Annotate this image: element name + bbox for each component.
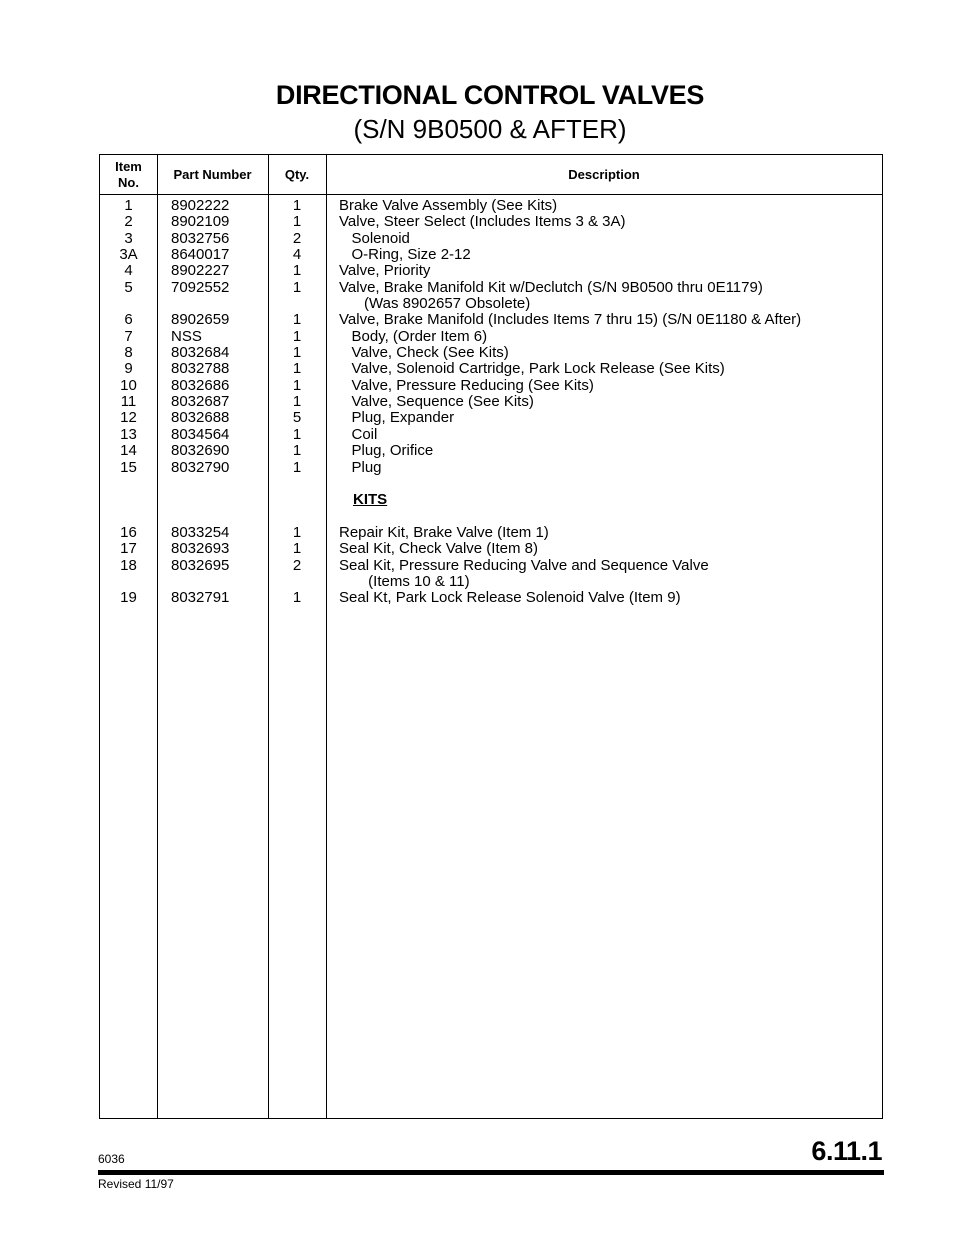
part-number-cell: 8032695 — [171, 556, 230, 574]
part-number-cell: 8032686 — [171, 376, 230, 394]
item-no-cell: 16 — [120, 523, 137, 541]
column-divider — [157, 155, 158, 1118]
qty-cell — [268, 492, 326, 508]
description-cell: O-Ring, Size 2-12 — [339, 246, 471, 264]
item-no-cell: 15 — [120, 458, 137, 476]
part-number-cell: 8902659 — [171, 311, 230, 329]
item-column — [100, 198, 157, 607]
header-item-line2: No. — [118, 174, 139, 190]
description-cell: Valve, Check (See Kits) — [339, 344, 509, 362]
description-cell: Seal Kit, Pressure Reducing Valve and Sequence Valve — [339, 556, 709, 574]
header-divider — [100, 194, 882, 195]
item-no-cell: 1 — [124, 197, 133, 214]
description-cell: Solenoid — [339, 229, 410, 247]
item-no-cell — [100, 492, 157, 508]
item-no-cell: 3A — [119, 246, 138, 264]
part-number-cell: 8640017 — [171, 246, 230, 264]
item-no-cell: 9 — [124, 360, 133, 378]
description-cell: Brake Valve Assembly (See Kits) — [339, 197, 558, 214]
part-number-cell: 8032684 — [171, 344, 230, 362]
header-item-line1: Item — [115, 158, 142, 174]
parts-table — [99, 154, 883, 1119]
qty-cell: 1 — [292, 540, 302, 558]
qty-cell: 4 — [292, 246, 302, 264]
item-no-cell: 14 — [120, 442, 137, 460]
section-number: 6.11.1 — [811, 1136, 882, 1166]
description-column — [339, 198, 879, 607]
qty-cell: 1 — [292, 376, 302, 394]
item-no-cell: 2 — [124, 213, 133, 231]
item-no-cell: 8 — [124, 344, 133, 362]
item-no-cell: 10 — [120, 376, 137, 394]
part-number-cell: 8033254 — [171, 523, 230, 541]
qty-cell: 1 — [292, 458, 302, 476]
description-cell: Seal Kt, Park Lock Release Solenoid Valve (Item 9) — [339, 589, 681, 607]
description-cell: Body, (Order Item 6) — [339, 327, 488, 345]
qty-cell: 2 — [292, 556, 302, 574]
item-no-cell: 6 — [124, 311, 133, 329]
qty-cell: 1 — [292, 589, 302, 607]
description-cell: Valve, Brake Manifold (Includes Items 7 thru 15) (S/N 0E1180 & After) — [339, 311, 802, 329]
description-cell: Repair Kit, Brake Valve (Item 1) — [339, 523, 549, 541]
qty-column — [268, 198, 326, 607]
revision-date: Revised 11/97 — [98, 1177, 174, 1191]
description-cell — [339, 476, 879, 492]
item-no-cell: 17 — [120, 540, 137, 558]
part-number-cell — [171, 476, 266, 492]
part-number-cell: NSS — [171, 327, 202, 345]
qty-cell: 1 — [292, 213, 302, 231]
item-no-cell — [100, 296, 157, 312]
item-no-cell: 5 — [124, 278, 133, 296]
description-cell: Coil — [339, 425, 378, 443]
description-cell: KITS — [353, 491, 388, 509]
description-cell: Valve, Steer Select (Includes Items 3 & 3A) — [339, 213, 626, 231]
qty-cell: 1 — [292, 344, 302, 362]
part-number-cell: 8032790 — [171, 458, 230, 476]
part-number-cell: 7092552 — [171, 278, 230, 296]
part-number-column — [171, 198, 266, 607]
description-cell: Valve, Pressure Reducing (See Kits) — [339, 376, 594, 394]
page-title: DIRECTIONAL CONTROL VALVES — [275, 80, 705, 110]
qty-cell — [268, 476, 326, 492]
item-no-cell: 18 — [120, 556, 137, 574]
description-cell: (Items 10 & 11) — [339, 572, 470, 590]
part-number-cell: 8032687 — [171, 393, 230, 411]
part-number-cell: 8032688 — [171, 409, 230, 427]
header-qty: Qty. — [284, 166, 310, 182]
part-number-cell: 8032791 — [171, 589, 230, 607]
item-no-cell: 13 — [120, 425, 137, 443]
part-number-cell: 8902227 — [171, 262, 230, 280]
part-number-cell: 8902222 — [171, 197, 230, 214]
part-number-cell: 8902109 — [171, 213, 230, 231]
qty-cell — [268, 574, 326, 590]
qty-cell — [268, 509, 326, 525]
qty-cell: 1 — [292, 393, 302, 411]
part-number-cell: 8032690 — [171, 442, 230, 460]
qty-cell: 5 — [292, 409, 302, 427]
item-no-cell: 3 — [124, 229, 133, 247]
qty-cell: 2 — [292, 229, 302, 247]
qty-cell — [268, 296, 326, 312]
description-cell: Valve, Priority — [339, 262, 431, 280]
part-number-cell — [171, 492, 266, 508]
qty-cell: 1 — [292, 262, 302, 280]
qty-cell: 1 — [292, 311, 302, 329]
header-item-no — [100, 155, 157, 194]
qty-cell: 1 — [292, 278, 302, 296]
item-no-cell: 19 — [120, 589, 137, 607]
description-cell: Plug, Orifice — [339, 442, 434, 460]
description-cell: Valve, Brake Manifold Kit w/Declutch (S/N 9B0500 thru 0E1179) — [339, 278, 763, 296]
part-number-cell — [171, 574, 266, 590]
item-no-cell: 12 — [120, 409, 137, 427]
qty-cell: 1 — [292, 360, 302, 378]
description-cell: (Was 8902657 Obsolete) — [339, 295, 531, 313]
qty-cell: 1 — [292, 197, 302, 214]
item-no-cell: 7 — [124, 327, 133, 345]
description-cell: Valve, Solenoid Cartridge, Park Lock Release (See Kits) — [339, 360, 725, 378]
item-no-cell: 4 — [124, 262, 133, 280]
header-description: Description — [568, 166, 640, 182]
description-cell: Plug, Expander — [339, 409, 455, 427]
description-cell: Valve, Sequence (See Kits) — [339, 393, 534, 411]
description-cell: Seal Kit, Check Valve (Item 8) — [339, 540, 538, 558]
document-number: 6036 — [98, 1152, 125, 1166]
part-number-cell: 8032756 — [171, 229, 230, 247]
item-no-cell — [100, 509, 157, 525]
part-number-cell: 8032788 — [171, 360, 230, 378]
column-divider — [326, 155, 327, 1118]
item-no-cell — [100, 574, 157, 590]
footer-rule — [98, 1170, 884, 1175]
description-cell — [339, 509, 879, 525]
part-number-cell: 8032693 — [171, 540, 230, 558]
qty-cell: 1 — [292, 442, 302, 460]
part-number-cell: 8034564 — [171, 425, 230, 443]
qty-cell: 1 — [292, 523, 302, 541]
header-part-number: Part Number — [173, 166, 252, 182]
item-no-cell: 11 — [120, 393, 137, 411]
qty-cell: 1 — [292, 327, 302, 345]
description-cell: Plug — [339, 458, 382, 476]
qty-cell: 1 — [292, 425, 302, 443]
page-subtitle: (S/N 9B0500 & AFTER) — [353, 114, 627, 144]
part-number-cell — [171, 509, 266, 525]
item-no-cell — [100, 476, 157, 492]
part-number-cell — [171, 296, 266, 312]
